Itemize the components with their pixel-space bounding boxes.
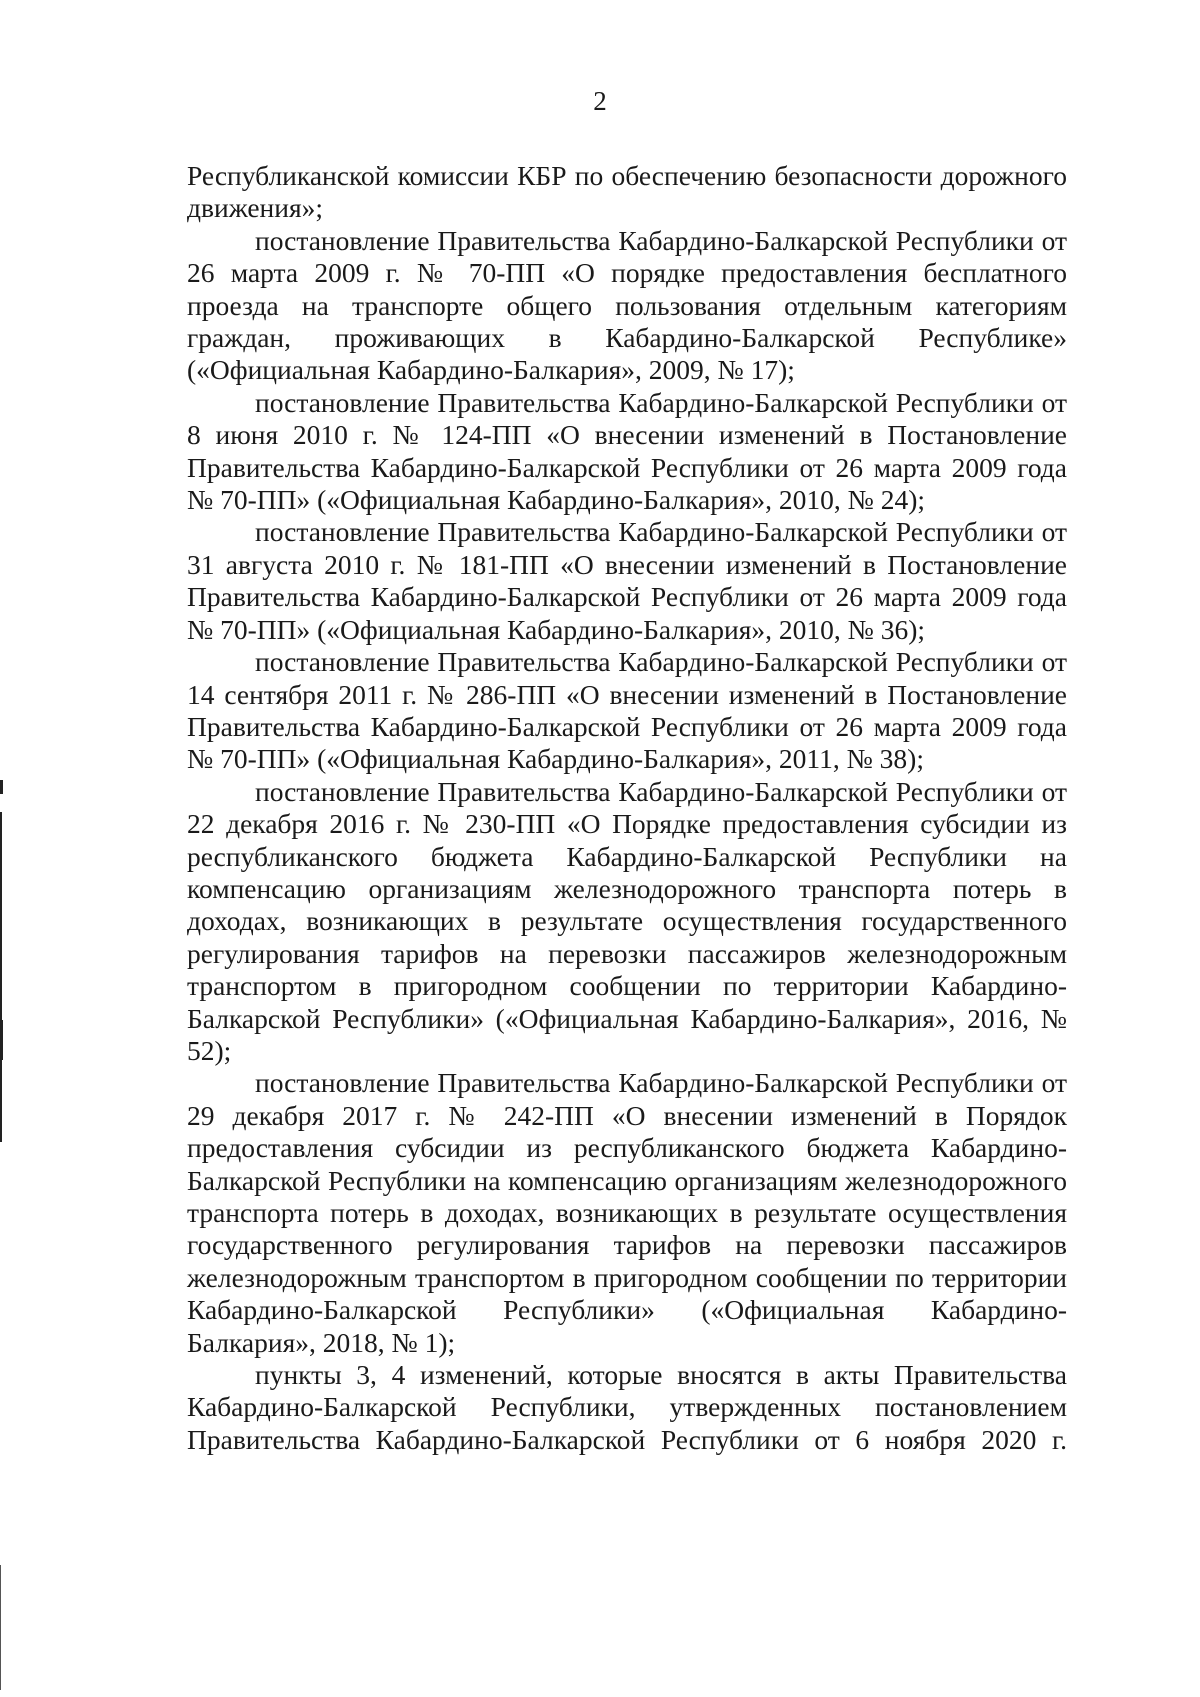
paragraph-decree-2010-181pp: постановление Правительства Кабардино-Балкарской Республики от 31 августа 2010 г. № 181-ПП «О внесении изменений в Постановление Правительства Кабардино-Балкарской Республики от 26 марта 2009 года № 70-ПП» («Официальная Кабардино-Балкария», 2010, № 36); — [187, 516, 1067, 645]
page-number: 2 — [593, 86, 607, 116]
paragraph-items-3-4: пункты 3, 4 изменений, которые вносятся в акты Правительства Кабардино-Балкарской Республики, утвержденных постановлением Правительства Кабардино-Балкарской Республики от 6 ноября 2020 г. — [187, 1359, 1067, 1455]
paragraph-decree-2017-242pp: постановление Правительства Кабардино-Балкарской Республики от 29 декабря 2017 г. № 242-ПП «О внесении изменений в Порядок предоставления субсидии из республиканского бюджета Кабардино-Балкарской Республики на компенсацию организациям железнодорожного транспорта потерь в доходах, возникающих в результате осуществления государственного регулирования тарифов на перевозки пассажиров железнодорожным транспортом в пригородном сообщении по территории Кабардино-Балкарской Республики» («Официальная Кабардино-Балкария», 2018, № 1); — [187, 1067, 1067, 1358]
paragraph-decree-2016-230pp: постановление Правительства Кабардино-Балкарской Республики от 22 декабря 2016 г. № 230-ПП «О Порядке предоставления субсидии из республиканского бюджета Кабардино-Балкарской Республики на компенсацию организациям железнодорожного транспорта потерь в доходах, возникающих в результате осуществления государственного регулирования тарифов на перевозки пассажиров железнодорожным транспортом в пригородном сообщении по территории Кабардино-Балкарской Республики» («Официальная Кабардино-Балкария», 2016, № 52); — [187, 775, 1067, 1066]
scan-edge-mark — [0, 1020, 3, 1060]
scan-edge-mark — [0, 1565, 1, 1690]
paragraph-decree-2010-124pp: постановление Правительства Кабардино-Балкарской Республики от 8 июня 2010 г. № 124-ПП «О внесении изменений в Постановление Правительства Кабардино-Балкарской Республики от 26 марта 2009 года № 70-ПП» («Официальная Кабардино-Балкария», 2010, № 24); — [187, 386, 1067, 516]
paragraph-decree-2009-70pp: постановление Правительства Кабардино-Балкарской Республики от 26 марта 2009 г. № 70-ПП «О порядке предоставления бесплатного проезда на транспорте общего пользования отдельным категориям граждан, проживающих в Кабардино-Балкарской Республике» («Официальная Кабардино-Балкария», 2009, № 17); — [187, 224, 1067, 386]
paragraph-continuation: Республиканской комиссии КБР по обеспечению безопасности дорожного движения»; — [187, 160, 1067, 224]
document-body — [187, 160, 1067, 1456]
scan-edge-mark — [0, 812, 2, 1142]
paragraph-decree-2011-286pp: постановление Правительства Кабардино-Балкарской Республики от 14 сентября 2011 г. № 286-ПП «О внесении изменений в Постановление Правительства Кабардино-Балкарской Республики от 26 марта 2009 года № 70-ПП» («Официальная Кабардино-Балкария», 2011, № 38); — [187, 646, 1067, 775]
scan-edge-mark — [0, 780, 3, 794]
